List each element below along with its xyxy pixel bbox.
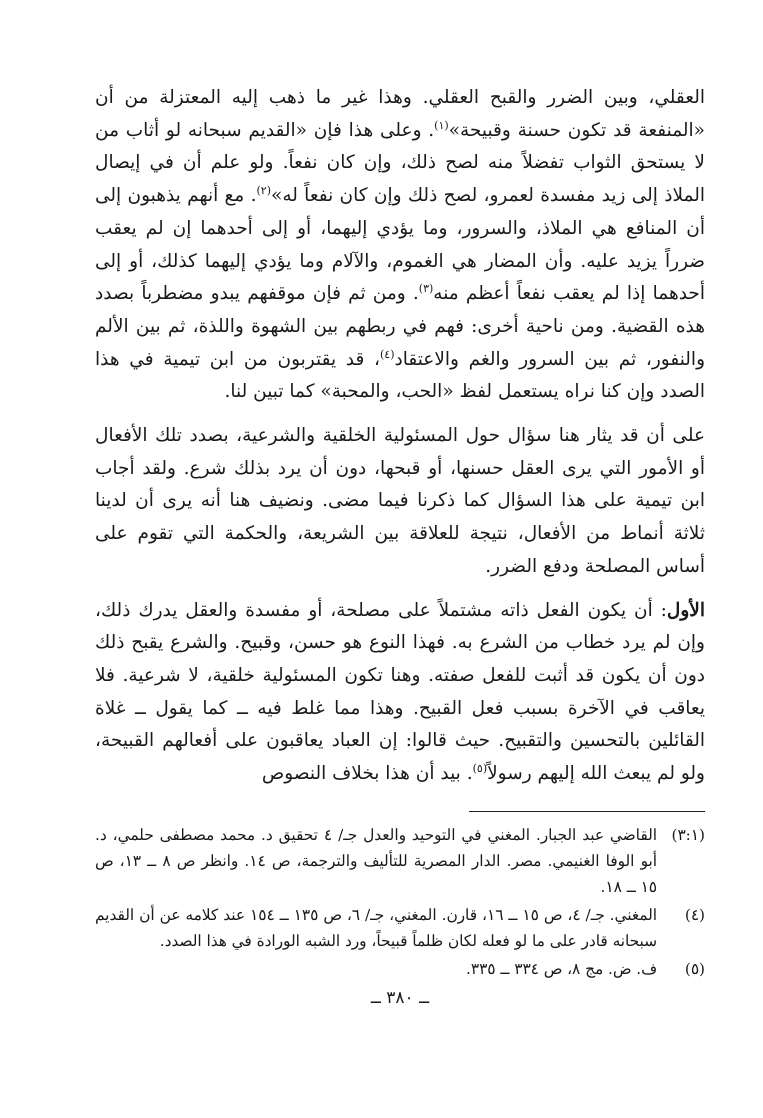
text-run: . بيد أن هذا بخلاف النصوص xyxy=(261,763,473,785)
footnote-divider xyxy=(469,811,705,812)
footnote-ref: (٢) xyxy=(256,183,272,197)
text-run: . ومن ثم فإن موقفهم يبدو مضطرباً بصدد هذه القضية. ومن ناحية أخرى: فهم في ربطهم بين الشهوة واللذة، ثم بين الألم والنفور، ثم بين السرور والغم والاعتقاد xyxy=(95,283,705,370)
footnote-text: المغني. جـ/ ٤، ص ١٥ ــ ١٦، قارن. المغني، جـ/ ٦، ص ١٣٥ ــ ١٥٤ عند كلامه عن أن القديم سبحانه قادر على ما لو فعله لكان ظلماً قبيحاً، ورد الشبه الورادة في هذا الصدد. xyxy=(95,905,658,950)
footnote-ref: (٣) xyxy=(418,282,434,296)
text-run: : أن يكون الفعل ذاته مشتملاً على مصلحة، أو مفسدة والعقل يدرك ذلك، وإن لم يرد خطاب من الشرع به. فهذا النوع هو حسن، وقبيح. والشرع يقبح ذلك دون أن يكون قد أثبت للفعل صفته. وهنا تكون المسئولية خلقية، لا شرعية. فلا يعاقب في الآخرة بسبب فعل القبيح. وهذا مما غلط فيه ــ كما يقول ــ غلاة القائلين بالتحسين والتقبيح. حيث قالوا: إن العباد يعاقبون على أفعالهم القبيحة، ولو لم يبعث الله إليهم رسولاً xyxy=(95,599,705,785)
text-run: ، قد يقتربون من ابن تيمية في هذا الصدد وإن كنا نراه يستعمل لفظ «الحب، والمحبة» كما تبين لنا. xyxy=(95,348,705,403)
footnote-ref: (٥) xyxy=(472,761,488,775)
footnote-number: (٤) xyxy=(684,905,705,924)
footnote xyxy=(95,956,705,982)
footnote-text: القاضي عبد الجبار. المغني في التوحيد والعدل جـ/ ٤ تحقيق د. محمد مصطفى حلمي، د. أبو الوفا الغنيمي. مصر. الدار المصرية للتأليف والترجمة، ص ١٤. وانظر ص ٨ ــ ١٣، ص ١٥ ــ ١٨. xyxy=(95,825,658,896)
text-run: . مع أنهم يذهبون إلى أن المنافع هي الملاذ، والسرور، وما يؤدي إليهما، أو إلى أحدهما إن لم يعقب ضرراً يزيد عليه. وأن المضار هي الغموم، والآلام وما يؤدي إليهما كذلك، أو إلى أحدهما إذا لم يعقب نفعاً أعظم منه xyxy=(95,185,705,305)
footnotes xyxy=(95,822,705,982)
paragraph xyxy=(95,420,705,584)
page-content xyxy=(95,82,705,1008)
text-run: . وعلى هذا فإن «القديم سبحانه لو أثاب من لا يستحق الثواب تفضلاً منه لصح ذلك، وإن كان نفعاً. ولو علم أن في إيصال الملاذ إلى زيد مفسدة لعمرو، لصح ذلك وإن كان نفعاً له» xyxy=(95,119,705,207)
footnote-ref: (١) xyxy=(434,118,449,132)
footnote-number: (٣:١) xyxy=(671,825,705,844)
footnote-ref: (٤) xyxy=(379,347,395,361)
footnote-text: ف. ض. مج ٨، ص ٣٣٤ ــ ٣٣٥. xyxy=(466,959,657,978)
lead-word: الأول xyxy=(666,599,705,621)
paragraph xyxy=(95,595,705,791)
footnote xyxy=(95,822,705,900)
paragraph xyxy=(95,82,705,409)
footnote xyxy=(95,902,705,954)
text-run: على أن قد يثار هنا سؤال حول المسئولية الخلقية والشرعية، بصدد تلك الأفعال أو الأمور التي يرى العقل حسنها، أو قبحها، دون أن يرد بذلك شرع. ولقد أجاب ابن تيمية على هذا السؤال كما ذكرنا فيما مضى. ونضيف هنا أنه يرى أن لدينا ثلاثة أنماط من الأفعال، نتيجة للعلاقة بين الشريعة، والحكمة التي تقوم على أساس المصلحة ودفع الضرر. xyxy=(95,425,705,577)
footnote-number: (٥) xyxy=(684,959,705,978)
page-number: ــ ٣٨٠ ــ xyxy=(370,987,430,1008)
main-text xyxy=(95,82,705,791)
text-run: العقلي، وبين الضرر والقبح العقلي. وهذا غير ما ذهب إليه المعتزلة من أن «المنفعة قد تكون حسنة وقبيحة» xyxy=(95,87,705,141)
